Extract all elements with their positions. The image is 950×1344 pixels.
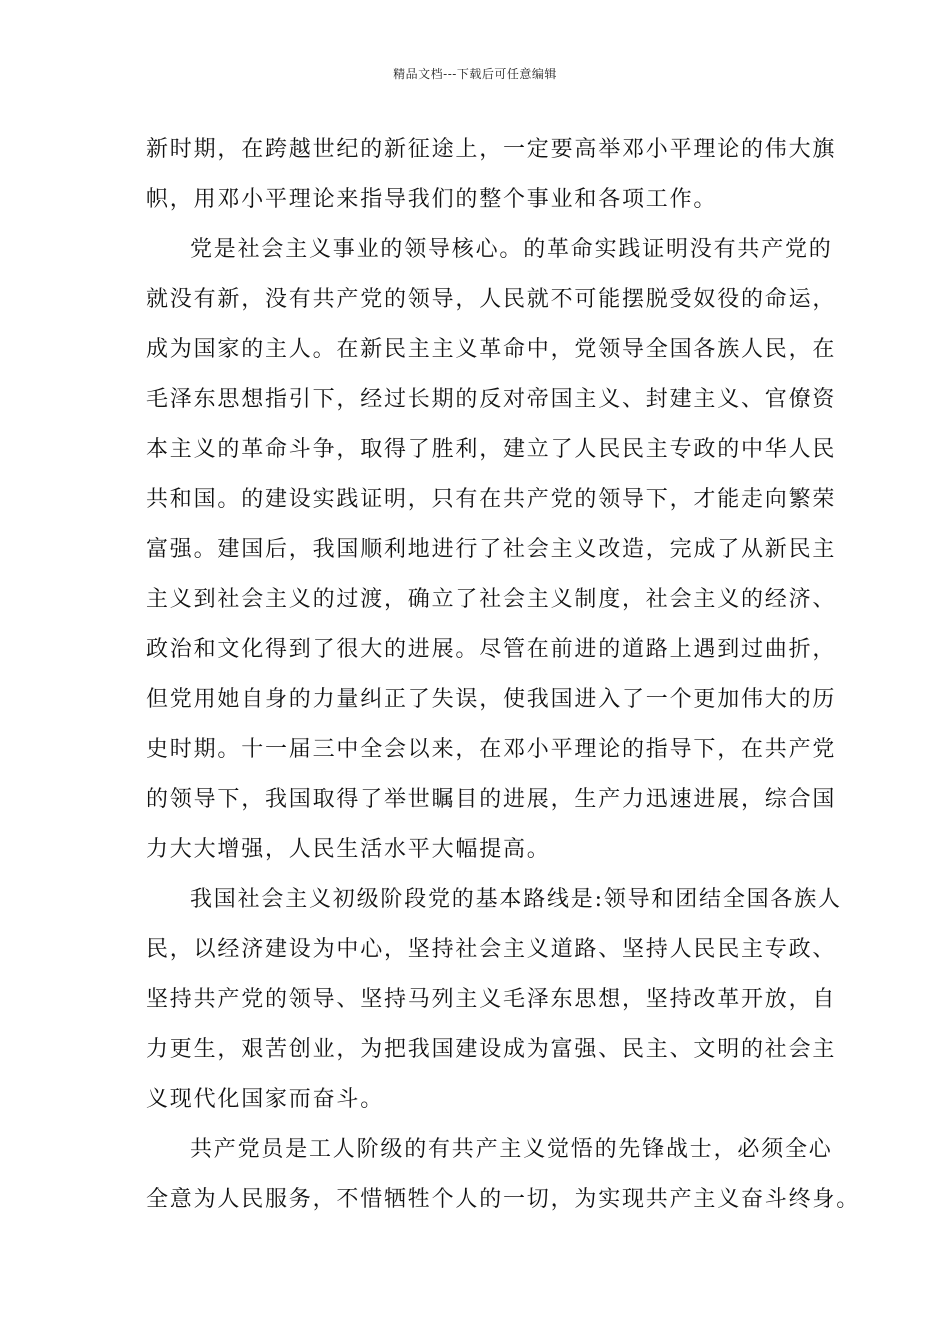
text-line: 主义到社会主义的过渡，确立了社会主义制度，社会主义的经济、 xyxy=(146,587,837,612)
text-line: 义现代化国家而奋斗。 xyxy=(146,1087,385,1112)
text-line: 帜，用邓小平理论来指导我们的整个事业和各项工作。 xyxy=(146,187,718,212)
text-line: 富强。建国后，我国顺利地进行了社会主义改造，完成了从新民主 xyxy=(146,537,837,562)
paragraph xyxy=(146,875,842,1125)
document-body xyxy=(146,125,861,1225)
text-line: 共和国。的建设实践证明，只有在共产党的领导下，才能走向繁荣 xyxy=(146,487,837,512)
text-line: 力更生，艰苦创业，为把我国建设成为富强、民主、文明的社会主 xyxy=(146,1037,837,1062)
text-line: 力大大增强，人民生活水平大幅提高。 xyxy=(146,837,551,862)
text-line: 史时期。十一届三中全会以来，在邓小平理论的指导下，在共产党 xyxy=(146,737,837,762)
text-line: 的领导下，我国取得了举世瞩目的进展，生产力迅速进展，综合国 xyxy=(146,787,837,812)
text-line: 我国社会主义初级阶段党的基本路线是:领导和团结全国各族人 xyxy=(190,887,842,912)
text-line: 政治和文化得到了很大的进展。尽管在前进的道路上遇到过曲折， xyxy=(146,637,837,662)
text-line: 但党用她自身的力量纠正了失误，使我国进入了一个更加伟大的历 xyxy=(146,687,837,712)
text-line: 成为国家的主人。在新民主主义革命中，党领导全国各族人民，在 xyxy=(146,337,837,362)
paragraph xyxy=(146,1125,861,1225)
text-line: 新时期，在跨越世纪的新征途上，一定要高举邓小平理论的伟大旗 xyxy=(146,137,837,162)
text-line: 就没有新，没有共产党的领导，人民就不可能摆脱受奴役的命运， xyxy=(146,287,837,312)
text-line: 本主义的革命斗争，取得了胜利，建立了人民民主专政的中华人民 xyxy=(146,437,837,462)
text-line: 民，以经济建设为中心，坚持社会主义道路、坚持人民民主专政、 xyxy=(146,937,837,962)
text-line: 坚持共产党的领导、坚持马列主义毛泽东思想，坚持改革开放，自 xyxy=(146,987,837,1012)
page-header: 精品文档---下载后可任意编辑 xyxy=(393,67,557,81)
paragraph xyxy=(146,125,836,225)
text-line: 党是社会主义事业的领导核心。的革命实践证明没有共产党的 xyxy=(190,237,833,262)
text-line: 共产党员是工人阶级的有共产主义觉悟的先锋战士，必须全心 xyxy=(190,1137,833,1162)
paragraph xyxy=(146,225,836,875)
text-line: 全意为人民服务，不惜牺牲个人的一切，为实现共产主义奋斗终身。 xyxy=(146,1187,861,1212)
text-line: 毛泽东思想指引下，经过长期的反对帝国主义、封建主义、官僚资 xyxy=(146,387,837,412)
